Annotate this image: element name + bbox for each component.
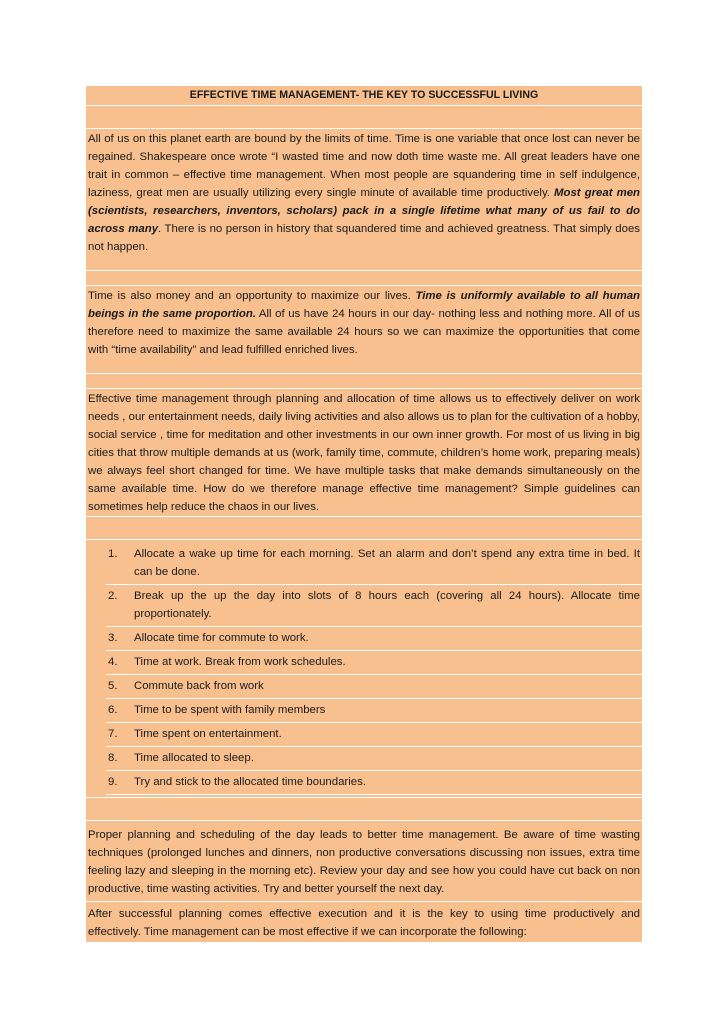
list-item-number: 7.: [108, 728, 118, 740]
list-item: [106, 747, 642, 771]
paragraph-1: [86, 129, 642, 271]
document-content: [86, 86, 642, 943]
list-item-number: 3.: [108, 632, 118, 644]
spacer-row: [86, 517, 642, 540]
list-item-text: Allocate time for commute to work.: [134, 632, 309, 644]
spacer-row: [86, 798, 642, 821]
list-item-text: Allocate a wake up time for each morning. Set an alarm and don’t spend any extra time in bed. It can be done.: [134, 548, 640, 578]
paragraph-2-text-c: All of us have 24 hours in our day- nothing less and nothing more. All of us therefore need to maximize the same available 24 hours so we can maximize the opportunities that come with “time availability” and lead fulfilled enriched lives.: [88, 308, 640, 356]
guidelines-list: [86, 540, 642, 798]
list-item-number: 5.: [108, 680, 118, 692]
paragraph-3: [86, 389, 642, 517]
list-item-number: 9.: [108, 776, 118, 788]
list-item-text: Time allocated to sleep.: [134, 752, 254, 764]
paragraph-4-text: Proper planning and scheduling of the day leads to better time management. Be aware of time wasting techniques (prolonged lunches and dinners, non productive conversations discussing non issues, extra time feeling lazy and sleeping in the morning etc). Review your day and see how you could have cut back on non productive, time wasting activities. Try and better yourself the next day.: [88, 829, 640, 895]
paragraph-1-text-c: . There is no person in history that squandered time and achieved greatness. That simply does not happen.: [88, 223, 640, 253]
paragraph-1-emphasis: Most great men (scientists, researchers, inventors, scholars) pack in a single lifetime what many of us fail to do across many: [88, 187, 640, 235]
paragraph-2-text-a: Time is also money and an opportunity to maximize our lives.: [88, 290, 416, 302]
list-item-number: 4.: [108, 656, 118, 668]
spacer-row: [86, 106, 642, 129]
document-title: EFFECTIVE TIME MANAGEMENT- THE KEY TO SUCCESSFUL LIVING: [86, 86, 642, 106]
paragraph-5: [86, 902, 642, 943]
spacer-row: [86, 271, 642, 286]
paragraph-5-text: After successful planning comes effective execution and it is the key to using time productively and effectively. Time management can be most effective if we can incorporate the following:: [88, 908, 640, 938]
list-item: [106, 699, 642, 723]
paragraph-2: [86, 286, 642, 374]
spacer-row: [86, 374, 642, 389]
paragraph-1-text-a: All of us on this planet earth are bound by the limits of time. Time is one variable that once lost can never be regained. Shakespeare once wrote “I wasted time and now doth time waste me. All great leaders have one trait in common – effective time management. When most people are squandering time in self indulgence, laziness, great men are usually utilizing every single minute of available time productively.: [88, 133, 640, 199]
paragraph-2-emphasis: Time is uniformly available to all human beings in the same proportion.: [88, 290, 641, 320]
list-item-text: Time spent on entertainment.: [134, 728, 282, 740]
list-item-number: 6.: [108, 704, 118, 716]
list-item: [106, 627, 642, 651]
list-item: [106, 585, 642, 627]
list-item: [106, 543, 642, 585]
list-item-number: 8.: [108, 752, 118, 764]
list-item-text: Try and stick to the allocated time boundaries.: [134, 776, 366, 788]
list-item-text: Time to be spent with family members: [134, 704, 326, 716]
list-item-text: Break up the up the day into slots of 8 hours each (covering all 24 hours). Allocate time proportionately.: [134, 590, 640, 620]
list-item-number: 1.: [108, 548, 118, 560]
list-item-number: 2.: [108, 590, 118, 602]
list-item: [106, 675, 642, 699]
list-item-text: Commute back from work: [134, 680, 264, 692]
list-item: [106, 651, 642, 675]
list-item-text: Time at work. Break from work schedules.: [134, 656, 346, 668]
list-item: [106, 771, 642, 795]
paragraph-3-text: Effective time management through planning and allocation of time allows us to effectively deliver on work needs , our entertainment needs, daily living activities and also allows us to plan for the cultivation of a hobby, social service , time for meditation and other investments in our own inner growth. For most of us living in big cities that throw multiple demands at us (work, family time, commute, children’s home work, preparing meals) we always feel short changed for time. We have multiple tasks that make demands simultaneously on the same available time. How do we therefore manage effective time management? Simple guidelines can sometimes help reduce the chaos in our lives.: [88, 393, 640, 513]
paragraph-4: [86, 821, 642, 902]
list-item: [106, 723, 642, 747]
